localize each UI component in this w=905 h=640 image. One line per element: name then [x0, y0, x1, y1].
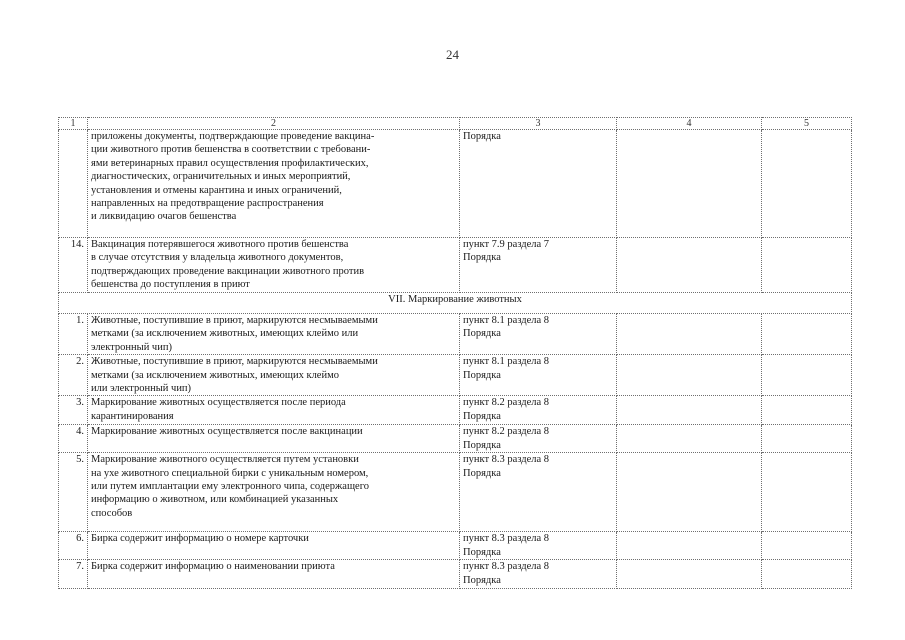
reference-line: Порядка — [463, 410, 501, 422]
row-number-cell: 7. — [59, 560, 88, 589]
empty-cell-col4 — [617, 425, 762, 453]
checklist-table — [58, 117, 852, 589]
requirement-line: Вакцинация потерявшегося животного против бешенства — [91, 239, 349, 250]
requirement-cell — [88, 453, 460, 532]
column-header-4: 4 — [617, 118, 762, 130]
requirement-line: ции животного против бешенства в соответствии с требовани- — [91, 144, 371, 156]
requirement-line: бешенства до поступления в приют — [91, 279, 250, 291]
row-number-cell: 14. — [59, 238, 88, 293]
empty-cell-col5 — [762, 238, 852, 293]
reference-line: пункт 8.3 раздела 8 — [463, 454, 550, 466]
requirement-cell — [88, 560, 460, 589]
reference-line: Порядка — [463, 252, 501, 264]
row-number-cell: 2. — [59, 355, 88, 396]
reference-cell — [460, 560, 617, 589]
requirement-line: способов — [91, 507, 133, 519]
requirement-line: электронный чип) — [91, 341, 172, 353]
reference-line: Порядка — [463, 369, 501, 381]
reference-line: пункт 8.3 раздела 8 — [463, 561, 550, 573]
table-row-continuation — [59, 130, 852, 238]
empty-cell-col5 — [762, 532, 852, 560]
table-row-5 — [59, 453, 852, 532]
reference-cell — [460, 314, 617, 355]
requirement-line: и ликвидацию очагов бешенства — [91, 211, 237, 223]
reference-cell — [460, 532, 617, 560]
requirement-line: направленных на предотвращение распространения — [91, 198, 324, 210]
requirement-line: на ухе животного специальной бирки с уникальным номером, — [91, 467, 369, 479]
column-header-1: 1 — [59, 118, 88, 130]
reference-cell — [460, 396, 617, 425]
empty-cell-col5 — [762, 130, 852, 238]
column-header-2: 2 — [88, 118, 460, 130]
requirement-cell — [88, 238, 460, 293]
reference-line: Порядка — [463, 131, 501, 142]
empty-cell-col4 — [617, 314, 762, 355]
table-row-14 — [59, 238, 852, 293]
empty-cell-col5 — [762, 425, 852, 453]
requirement-line: или путем имплантации ему электронного чипа, содержащего — [91, 481, 369, 493]
reference-line: пункт 8.2 раздела 8 — [463, 426, 550, 438]
empty-cell-col5 — [762, 453, 852, 532]
reference-cell — [460, 453, 617, 532]
requirement-line: карантинирования — [91, 410, 174, 422]
requirement-line: Бирка содержит информацию о номере карточки — [91, 533, 309, 545]
table-row-6 — [59, 532, 852, 560]
reference-line: Порядка — [463, 467, 501, 479]
reference-cell — [460, 355, 617, 396]
requirement-line: информацию о животном, или комбинацией указанных — [91, 494, 339, 506]
column-header-5: 5 — [762, 118, 852, 130]
empty-cell-col5 — [762, 314, 852, 355]
requirement-line: Маркирование животных осуществляется после вакцинации — [91, 426, 363, 438]
empty-cell-col4 — [617, 453, 762, 532]
requirement-line: Маркирование животного осуществляется путем установки — [91, 454, 359, 466]
row-number-cell: 1. — [59, 314, 88, 355]
empty-cell-col4 — [617, 396, 762, 425]
column-number-header-row — [59, 118, 852, 130]
empty-cell-col4 — [617, 355, 762, 396]
requirement-line: диагностических, ограничительных и иных мероприятий, — [91, 171, 351, 183]
row-number-cell: 4. — [59, 425, 88, 453]
reference-line: пункт 7.9 раздела 7 — [463, 239, 550, 250]
section-heading: VII. Маркирование животных — [59, 293, 852, 314]
empty-cell-col5 — [762, 396, 852, 425]
requirement-line: или электронный чип) — [91, 383, 192, 395]
requirement-cell — [88, 314, 460, 355]
reference-line: пункт 8.1 раздела 8 — [463, 356, 550, 368]
row-number-cell — [59, 130, 88, 238]
row-number-cell: 5. — [59, 453, 88, 532]
column-header-3: 3 — [460, 118, 617, 130]
reference-cell — [460, 425, 617, 453]
reference-cell — [460, 130, 617, 238]
reference-line: Порядка — [463, 328, 501, 340]
reference-line: Порядка — [463, 546, 501, 558]
requirement-line: подтверждающих проведение вакцинации животного против — [91, 265, 365, 277]
requirement-line: установления и отмены карантина и иных ограничений, — [91, 184, 342, 196]
table-row-4 — [59, 425, 852, 453]
empty-cell-col5 — [762, 355, 852, 396]
requirement-cell — [88, 396, 460, 425]
requirement-line: Маркирование животных осуществляется после периода — [91, 397, 346, 409]
row-number-cell: 6. — [59, 532, 88, 560]
empty-cell-col4 — [617, 560, 762, 589]
empty-cell-col4 — [617, 532, 762, 560]
requirement-line: Бирка содержит информацию о наименовании приюта — [91, 561, 335, 573]
empty-cell-col4 — [617, 238, 762, 293]
table-row-3 — [59, 396, 852, 425]
requirement-line: Животные, поступившие в приют, маркируются несмываемыми — [91, 315, 378, 326]
reference-line: пункт 8.2 раздела 8 — [463, 397, 550, 409]
table-row-7 — [59, 560, 852, 589]
reference-cell — [460, 238, 617, 293]
requirement-cell — [88, 532, 460, 560]
table-row-1 — [59, 314, 852, 355]
empty-cell-col5 — [762, 560, 852, 589]
reference-line: Порядка — [463, 574, 501, 586]
requirement-line: метками (за исключением животных, имеющих клеймо — [91, 369, 339, 381]
requirement-line: метками (за исключением животных, имеющих клеймо или — [91, 328, 359, 340]
table-row-2 — [59, 355, 852, 396]
section-heading-row — [59, 293, 852, 314]
requirement-line: в случае отсутствия у владельца животного документов, — [91, 252, 344, 264]
requirement-cell — [88, 355, 460, 396]
reference-line: Порядка — [463, 439, 501, 451]
requirement-cell — [88, 425, 460, 453]
requirement-cell — [88, 130, 460, 238]
reference-line: пункт 8.3 раздела 8 — [463, 533, 550, 545]
requirement-line: ями ветеринарных правил осуществления профилактических, — [91, 157, 369, 169]
page-number: 24 — [446, 47, 459, 62]
requirement-line: приложены документы, подтверждающие проведение вакцина- — [91, 131, 375, 142]
empty-cell-col4 — [617, 130, 762, 238]
row-number-cell: 3. — [59, 396, 88, 425]
reference-line: пункт 8.1 раздела 8 — [463, 315, 550, 326]
requirement-line: Животные, поступившие в приют, маркируются несмываемыми — [91, 356, 378, 368]
